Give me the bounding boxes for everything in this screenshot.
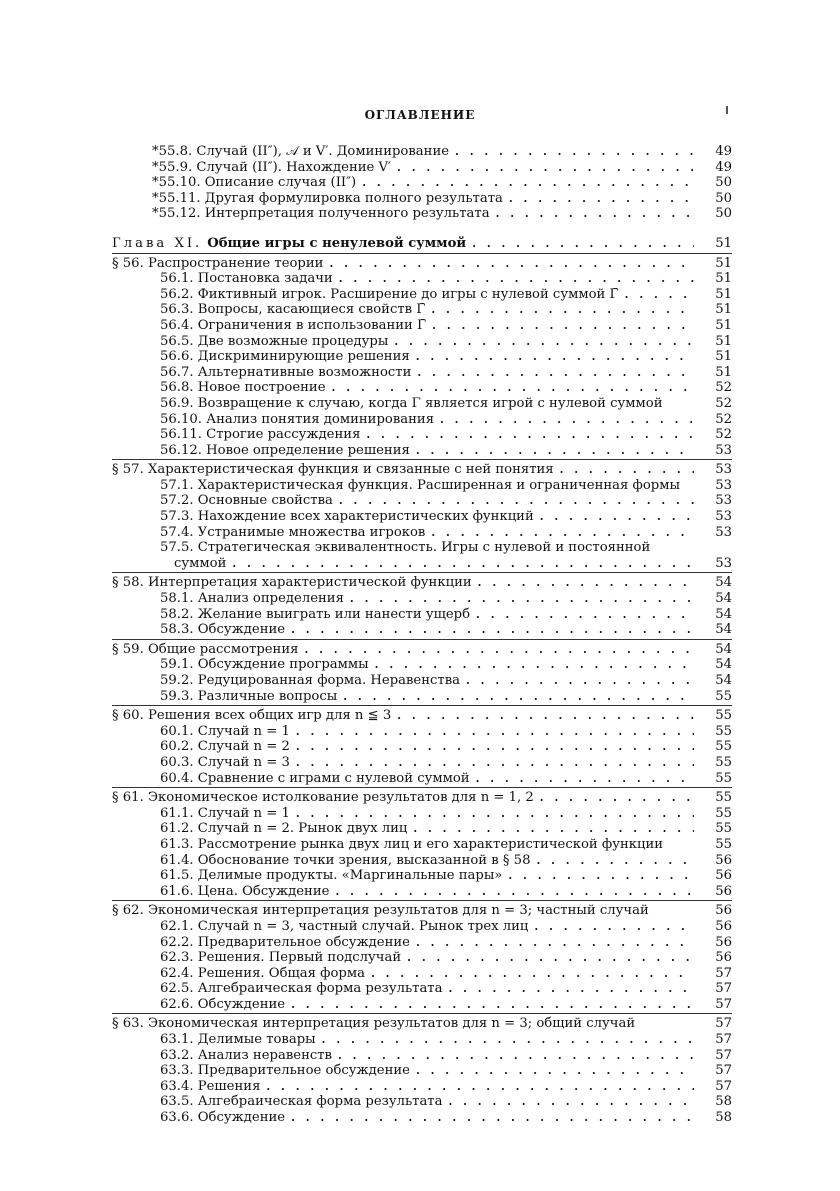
entry-label: 56.1. Постановка задачи (160, 271, 333, 287)
dot-leader (350, 591, 694, 607)
entry-label: § 61. Экономическое истолкование результатов для n = 1, 2 (112, 790, 534, 806)
page-number: 49 (715, 159, 732, 175)
page-number: 52 (715, 427, 732, 443)
entry-label: 63.2. Анализ неравенств (160, 1047, 332, 1063)
dot-leader (476, 607, 694, 623)
toc-entry (112, 493, 732, 509)
dot-leader (540, 790, 694, 806)
dot-leader (536, 853, 694, 869)
page-number: 53 (715, 509, 732, 525)
entry-label: § 60. Решения всех общих игр для n ≦ 3 (112, 708, 392, 724)
toc-entry (112, 837, 732, 853)
entry-label: 63.4. Решения (160, 1078, 261, 1094)
toc-entry (112, 302, 732, 318)
dot-leader (304, 642, 694, 658)
entry-label: 61.4. Обоснование точки зрения, высказанной в § 58 (160, 852, 531, 868)
page-number: 57 (715, 1032, 732, 1048)
entry-label: 56.11. Строгие рассуждения (160, 427, 361, 443)
page-number: 55 (715, 770, 732, 786)
page-number: 56 (715, 852, 732, 868)
toc-entry (112, 1032, 732, 1048)
page-number: 55 (715, 754, 732, 770)
toc-entry (112, 318, 732, 334)
toc-entry (112, 1048, 732, 1064)
entry-label: 62.2. Предварительное обсуждение (160, 934, 410, 950)
page-number: 54 (715, 657, 732, 673)
toc-entry (112, 1063, 732, 1079)
toc-entry (112, 334, 732, 350)
page-number: 56 (715, 903, 732, 919)
entry-label: *55.11. Другая формулировка полного результата (152, 190, 503, 206)
entry-label: 61.1. Случай n = 1 (160, 805, 290, 821)
page-number: 58 (715, 1094, 732, 1110)
toc-entry (112, 206, 732, 222)
toc-entry (112, 1094, 732, 1110)
page-number: 54 (715, 591, 732, 607)
page-number: 53 (715, 555, 732, 571)
entry-label: 58.2. Желание выиграть или нанести ущерб (160, 606, 471, 622)
section-heading (112, 708, 732, 724)
page-number: 54 (715, 673, 732, 688)
dot-leader (397, 708, 694, 724)
toc-entry (112, 607, 732, 623)
dot-leader (416, 349, 694, 365)
dot-leader (362, 175, 694, 191)
toc-entry (112, 191, 732, 207)
entry-label: 56.9. Возвращение к случаю, когда Γ является игрой с нулевой суммой (160, 395, 663, 411)
dot-leader (339, 493, 694, 509)
page-number: 53 (715, 442, 732, 458)
dot-leader (296, 739, 694, 755)
dot-leader (417, 365, 694, 381)
page-number: 55 (715, 821, 732, 837)
page-number: 53 (715, 524, 732, 540)
entry-label: 57.3. Нахождение всех характеристических функций (160, 509, 534, 525)
dot-leader (416, 1063, 694, 1079)
entry-label: 57.1. Характеристическая функция. Расширенная и ограниченная формы (160, 477, 680, 493)
dot-leader (625, 287, 694, 303)
page-number: 57 (715, 1078, 732, 1094)
page-number: 51 (715, 302, 732, 318)
page-number: 58 (715, 1110, 732, 1126)
page-number: 57 (715, 965, 732, 981)
dot-leader (232, 556, 694, 572)
toc-entry (112, 935, 732, 951)
page-number: 51 (715, 255, 732, 271)
toc-entry (112, 981, 732, 997)
toc-entry (112, 724, 732, 740)
toc-entry (112, 412, 732, 428)
toc-entry (112, 755, 732, 771)
toc-entry (112, 160, 732, 176)
section-heading (112, 462, 732, 478)
dot-leader (296, 755, 694, 771)
entry-label: *55.12. Интерпретация полученного результата (152, 206, 490, 222)
page-number: 51 (715, 349, 732, 365)
toc-entry (112, 806, 732, 822)
toc-entry (112, 689, 732, 705)
entry-label: 60.2. Случай n = 2 (160, 739, 290, 755)
dot-leader (431, 302, 694, 318)
entry-label: 56.3. Вопросы, касающиеся свойств Γ̄ (160, 302, 426, 318)
dot-leader (322, 1032, 694, 1048)
toc-entry (112, 540, 732, 556)
entry-label: *55.8. Случай (II″), 𝒜 и V′. Доминирование (152, 144, 450, 159)
entry-label: § 57. Характеристическая функция и связанные с ней понятия (112, 462, 554, 478)
entry-label: 56.10. Анализ понятия доминирования (160, 411, 435, 427)
toc-entry (112, 966, 732, 982)
dot-leader (431, 525, 694, 541)
page-number: 55 (715, 836, 732, 852)
page-number: 49 (715, 144, 732, 159)
page-number: 53 (715, 493, 732, 509)
entry-label: § 62. Экономическая интерпретация результатов для n = 3; частный случай (112, 903, 649, 919)
toc-entry (112, 365, 732, 381)
page-number: 56 (715, 950, 732, 966)
entry-label: 60.4. Сравнение с играми с нулевой суммой (160, 770, 470, 786)
entry-label: § 59. Общие рассмотрения (112, 641, 299, 657)
dot-leader (335, 884, 694, 900)
entry-label: 62.3. Решения. Первый подслучай (160, 950, 402, 966)
dot-leader (432, 318, 694, 334)
toc-entry (112, 1079, 732, 1095)
entry-label: § 56. Распространение теории (112, 255, 324, 271)
entry-label: 61.3. Рассмотрение рынка двух лиц и его характеристической функции (160, 836, 664, 852)
dot-leader (440, 412, 694, 428)
dot-leader (338, 1048, 694, 1064)
toc-entry (112, 919, 732, 935)
entry-label: *55.10. Описание случая (II″) (152, 175, 357, 191)
page-number: 55 (715, 790, 732, 806)
dot-leader (466, 673, 694, 689)
toc-entry (112, 287, 732, 303)
entry-label: 61.2. Случай n = 2. Рынок двух лиц (160, 821, 408, 837)
entry-label: 56.12. Новое определение решения (160, 442, 410, 458)
table-of-contents (112, 144, 732, 1126)
entry-label: 63.1. Делимые товары (160, 1032, 316, 1048)
entry-label: 59.3. Различные вопросы (160, 688, 338, 704)
entry-label: 57.5. Стратегическая эквивалентность. Игры с нулевой и постоянной (160, 540, 651, 556)
entry-label: суммой (174, 555, 227, 571)
dot-leader (416, 935, 694, 951)
page-number: 57 (715, 996, 732, 1012)
entry-label: 62.1. Случай n = 3, частный случай. Рынок трех лиц (160, 918, 529, 934)
entry-label: 56.6. Дискриминирующие решения (160, 349, 410, 365)
page-number: 57 (715, 1047, 732, 1063)
dot-leader (476, 771, 694, 787)
entry-label: *55.9. Случай (II″). Нахождение V′ (152, 159, 392, 175)
dot-leader (540, 509, 694, 525)
toc-entry (112, 396, 732, 412)
toc-entry (112, 853, 732, 869)
page-number: 56 (715, 934, 732, 950)
dot-leader (291, 1110, 694, 1126)
page-number: 57 (715, 1063, 732, 1079)
entry-label: 62.5. Алгебраическая форма результата (160, 981, 443, 997)
entry-label: 62.4. Решения. Общая форма (160, 965, 365, 981)
section-heading (112, 642, 732, 658)
toc-entry (112, 673, 732, 689)
page-number: 52 (715, 395, 732, 411)
page-number: 51 (715, 317, 732, 333)
toc-entry (112, 657, 732, 673)
entry-label: 61.5. Делимые продукты. «Маргинальные пары» (160, 868, 503, 884)
toc-entry (112, 997, 732, 1013)
dot-leader (343, 689, 694, 705)
toc-entry (112, 443, 732, 459)
toc-entry (112, 556, 732, 572)
section-heading (112, 575, 732, 591)
dot-leader (266, 1079, 694, 1095)
toc-entry (112, 884, 732, 900)
dot-leader (509, 191, 694, 207)
page-number: 56 (715, 883, 732, 899)
toc-entry (112, 271, 732, 287)
entry-label: 60.1. Случай n = 1 (160, 723, 290, 739)
entry-label: 62.6. Обсуждение (160, 996, 286, 1012)
entry-label: 56.4. Ограничения в использовании Γ̄ (160, 317, 427, 333)
entry-label: 58.1. Анализ определения (160, 591, 344, 607)
dot-leader (332, 380, 694, 396)
toc-entry (112, 1110, 732, 1126)
dot-leader (448, 981, 694, 997)
page-number: 56 (715, 868, 732, 884)
page-number: 57 (715, 1016, 732, 1032)
chapter-heading (112, 236, 732, 252)
page-number: 53 (715, 477, 732, 493)
dot-leader (455, 144, 694, 160)
dot-leader (496, 206, 694, 222)
page-number: 55 (715, 739, 732, 755)
page-number: 53 (715, 462, 732, 478)
dot-leader (375, 657, 694, 673)
dot-leader (291, 622, 694, 638)
toc-entry (112, 380, 732, 396)
entry-label: 57.4. Устранимые множества игроков (160, 524, 426, 540)
dot-leader (508, 868, 694, 884)
toc-entry (112, 525, 732, 541)
chapter-number: Глава XI. (112, 235, 203, 251)
entry-label: § 63. Экономическая интерпретация результатов для n = 3; общий случай (112, 1016, 636, 1032)
page-number: 56 (715, 918, 732, 934)
page-number: 54 (715, 622, 732, 638)
dot-leader (416, 443, 694, 459)
page-number: 51 (715, 286, 732, 302)
page-number: 54 (715, 606, 732, 622)
entry-label: § 58. Интерпретация характеристической функции (112, 575, 472, 591)
entry-label: 56.7. Альтернативные возможности (160, 364, 412, 380)
page-number: 51 (715, 333, 732, 349)
page-number: 55 (715, 805, 732, 821)
page-number: 51 (715, 364, 732, 380)
page-number: 57 (715, 981, 732, 997)
dot-leader (560, 462, 694, 478)
toc-entry (112, 622, 732, 638)
dot-leader (413, 821, 694, 837)
dot-leader (407, 950, 694, 966)
page-number: 55 (715, 688, 732, 704)
entry-label: 63.5. Алгебраическая форма результата (160, 1094, 443, 1110)
dot-leader (397, 160, 694, 176)
entry-label: 58.3. Обсуждение (160, 622, 286, 638)
entry-label: 63.3. Предварительное обсуждение (160, 1063, 410, 1079)
section-heading (112, 1016, 732, 1032)
toc-entry (112, 349, 732, 365)
entry-label: 60.3. Случай n = 3 (160, 754, 290, 770)
dot-leader (534, 919, 694, 935)
margin-mark (726, 106, 728, 114)
page-number: 52 (715, 380, 732, 396)
page-number: 50 (715, 190, 732, 206)
entry-label: 57.2. Основные свойства (160, 493, 333, 509)
entry-label: 61.6. Цена. Обсуждение (160, 883, 330, 899)
entry-label: 56.5. Две возможные процедуры (160, 333, 389, 349)
chapter-title: Общие игры с ненулевой суммой (207, 235, 467, 251)
entry-label: 56.2. Фиктивный игрок. Расширение до игры с нулевой суммой Γ̄ (160, 286, 619, 302)
entry-label: 63.6. Обсуждение (160, 1110, 286, 1126)
entry-label: 56.8. Новое построение (160, 380, 326, 396)
page-number: 51 (715, 235, 732, 251)
dot-leader (339, 271, 694, 287)
dot-leader (329, 256, 694, 272)
section-heading (112, 256, 732, 272)
entry-label: 59.2. Редуцированная форма. Неравенства (160, 673, 460, 688)
dot-leader (448, 1094, 694, 1110)
page-number: 50 (715, 175, 732, 191)
dot-leader (394, 334, 694, 350)
dot-leader (371, 966, 694, 982)
page-number: 50 (715, 206, 732, 222)
dot-leader (291, 997, 694, 1013)
toc-entry (112, 591, 732, 607)
toc-entry (112, 478, 732, 494)
page-number: 55 (715, 723, 732, 739)
dot-leader (478, 575, 694, 591)
entry-label: 59.1. Обсуждение программы (160, 657, 369, 673)
dot-leader (472, 236, 694, 252)
page-number: 52 (715, 411, 732, 427)
page-title: ОГЛАВЛЕНИЕ (364, 108, 476, 122)
section-heading (112, 903, 732, 919)
dot-leader (366, 427, 694, 443)
section-heading (112, 790, 732, 806)
toc-entry (112, 175, 732, 191)
dot-leader (296, 724, 694, 740)
page-number: 54 (715, 641, 732, 657)
toc-entry (112, 950, 732, 966)
page-number: 51 (715, 271, 732, 287)
toc-entry (112, 144, 732, 160)
toc-entry (112, 739, 732, 755)
toc-entry (112, 868, 732, 884)
toc-entry (112, 771, 732, 787)
page-number: 55 (715, 708, 732, 724)
page-number: 54 (715, 575, 732, 591)
toc-entry (112, 427, 732, 443)
toc-entry (112, 821, 732, 837)
toc-entry (112, 509, 732, 525)
dot-leader (296, 806, 694, 822)
